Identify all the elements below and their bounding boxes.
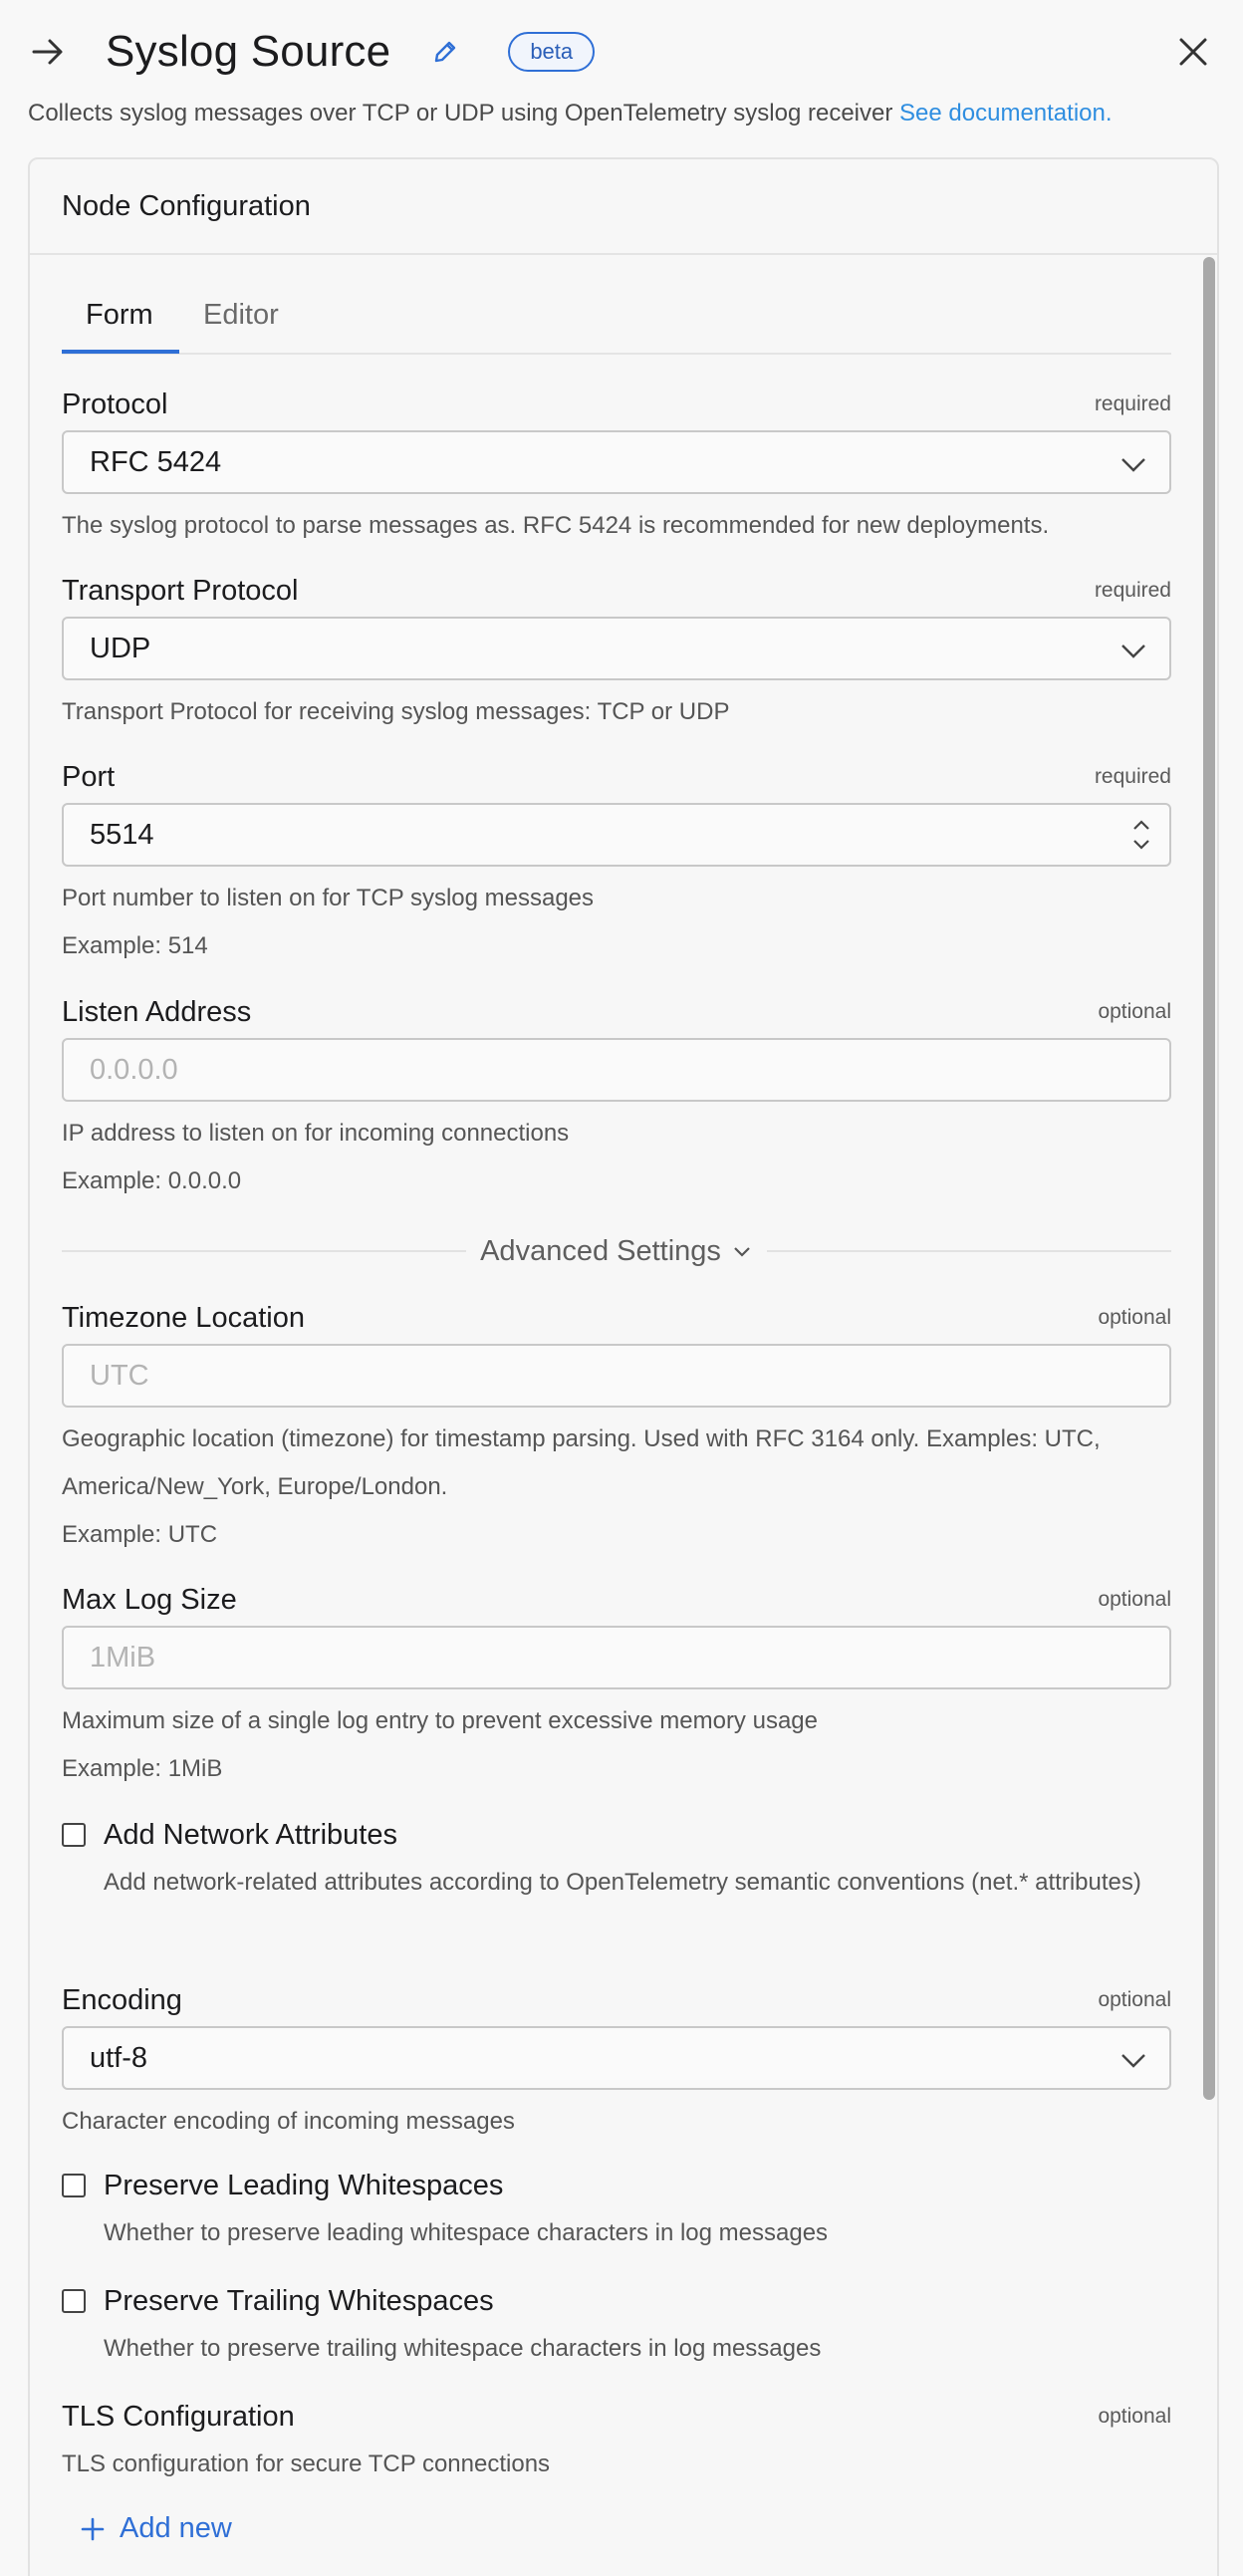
help-text: Whether to preserve trailing whitespace characters in log messages: [104, 2335, 822, 2362]
optional-tag: optional: [1098, 1000, 1171, 1023]
chevron-down-icon: [731, 1240, 753, 1262]
field-label: Port: [62, 760, 116, 793]
tls-configuration-field: [62, 2397, 1171, 2488]
protocol-select[interactable]: [62, 430, 1171, 494]
timezone-location-field: [62, 1298, 1171, 1559]
divider: [62, 1250, 466, 1252]
input-value: 5514: [90, 818, 154, 851]
arrow-right-icon[interactable]: [28, 22, 90, 82]
preserve-leading-row: [62, 2166, 1171, 2257]
example-text: Example: 514: [62, 932, 208, 959]
select-value: utf-8: [90, 2041, 148, 2074]
chevron-down-icon: [1119, 450, 1147, 478]
pencil-icon[interactable]: [430, 37, 460, 67]
subtitle-text: Collects syslog messages over TCP or UDP using OpenTelemetry syslog receiver: [28, 100, 893, 127]
optional-tag: optional: [1098, 1588, 1171, 1611]
example-text: Example: 0.0.0.0: [62, 1167, 242, 1194]
field-label: Listen Address: [62, 995, 252, 1028]
port-input[interactable]: [62, 803, 1171, 867]
form-content: [62, 255, 1171, 2544]
node-configuration-panel: [28, 157, 1219, 2576]
field-label: Encoding: [62, 1983, 182, 2016]
help-text: Transport Protocol for receiving syslog messages: TCP or UDP: [62, 698, 730, 725]
required-tag: required: [1094, 579, 1171, 602]
documentation-link[interactable]: See documentation.: [899, 100, 1113, 127]
subtitle: [28, 100, 1113, 128]
close-icon[interactable]: [1173, 32, 1213, 72]
listen-address-field: [62, 992, 1171, 1205]
transport-protocol-select[interactable]: [62, 617, 1171, 680]
required-tag: required: [1094, 765, 1171, 788]
help-text: Character encoding of incoming messages: [62, 2108, 515, 2135]
input-placeholder: 0.0.0.0: [90, 1053, 178, 1086]
page-title: Syslog Source: [106, 27, 391, 76]
input-placeholder: 1MiB: [90, 1641, 156, 1674]
preserve-trailing-checkbox[interactable]: [62, 2289, 86, 2313]
select-value: RFC 5424: [90, 445, 222, 478]
optional-tag: optional: [1098, 1988, 1171, 2011]
preserve-leading-checkbox[interactable]: [62, 2174, 86, 2197]
tab-bar: [62, 255, 1171, 355]
help-text: Add network-related attributes according to OpenTelemetry semantic conventions (net.* attributes): [104, 1869, 1141, 1896]
required-tag: required: [1094, 392, 1171, 415]
help-text: Whether to preserve leading whitespace characters in log messages: [104, 2219, 829, 2246]
encoding-field: [62, 1980, 1171, 2146]
optional-tag: optional: [1098, 2405, 1171, 2428]
listen-address-input[interactable]: [62, 1038, 1171, 1102]
advanced-settings-label-wrap: [466, 1235, 767, 1268]
field-label: Protocol: [62, 387, 168, 420]
help-text: TLS configuration for secure TCP connections: [62, 2450, 551, 2477]
chevron-down-icon: [1119, 637, 1147, 664]
field-label: Transport Protocol: [62, 574, 299, 607]
max-log-size-field: [62, 1580, 1171, 1793]
add-new-button[interactable]: [80, 2512, 232, 2545]
input-placeholder: UTC: [90, 1359, 149, 1392]
timezone-input[interactable]: [62, 1344, 1171, 1408]
help-text: Geographic location (timezone) for timestamp parsing. Used with RFC 3164 only. Examples: UTC, America/New_York, Europe/London.: [62, 1425, 1101, 1500]
encoding-select[interactable]: [62, 2026, 1171, 2090]
transport-protocol-field: [62, 571, 1171, 736]
max-log-size-input[interactable]: [62, 1626, 1171, 1689]
checkbox-label: Add Network Attributes: [104, 1818, 397, 1851]
preserve-trailing-row: [62, 2281, 1171, 2373]
example-text: Example: 1MiB: [62, 1755, 223, 1782]
scrollbar[interactable]: [1203, 257, 1215, 2100]
chevron-down-icon: [1119, 2046, 1147, 2074]
beta-badge: beta: [508, 32, 595, 72]
checkbox-label: Preserve Trailing Whitespaces: [104, 2284, 494, 2317]
plus-icon: [80, 2516, 106, 2542]
number-stepper-icon[interactable]: [1129, 813, 1153, 857]
tab-editor[interactable]: Editor: [203, 299, 279, 331]
divider: [767, 1250, 1171, 1252]
tab-form[interactable]: Form: [86, 299, 153, 331]
help-text: Port number to listen on for TCP syslog messages: [62, 885, 595, 911]
help-text: The syslog protocol to parse messages as. RFC 5424 is recommended for new deployments.: [62, 512, 1050, 539]
field-label: Max Log Size: [62, 1583, 237, 1616]
port-field: [62, 757, 1171, 970]
optional-tag: optional: [1098, 1306, 1171, 1329]
field-label: TLS Configuration: [62, 2400, 295, 2433]
help-text: IP address to listen on for incoming connections: [62, 1120, 570, 1147]
checkbox-label: Preserve Leading Whitespaces: [104, 2169, 504, 2201]
help-text: Maximum size of a single log entry to prevent excessive memory usage: [62, 1707, 818, 1734]
add-network-attributes-row: [62, 1815, 1171, 1907]
advanced-settings-toggle[interactable]: [62, 1231, 1171, 1271]
active-tab-indicator: [62, 350, 179, 354]
header: [28, 22, 1215, 82]
add-network-attributes-checkbox[interactable]: [62, 1823, 86, 1847]
advanced-settings-label: Advanced Settings: [480, 1234, 721, 1267]
panel-title: Node Configuration: [30, 159, 1217, 255]
protocol-field: [62, 385, 1171, 550]
example-text: Example: UTC: [62, 1521, 218, 1548]
select-value: UDP: [90, 632, 151, 664]
add-new-label: Add new: [120, 2512, 232, 2544]
field-label: Timezone Location: [62, 1301, 305, 1334]
